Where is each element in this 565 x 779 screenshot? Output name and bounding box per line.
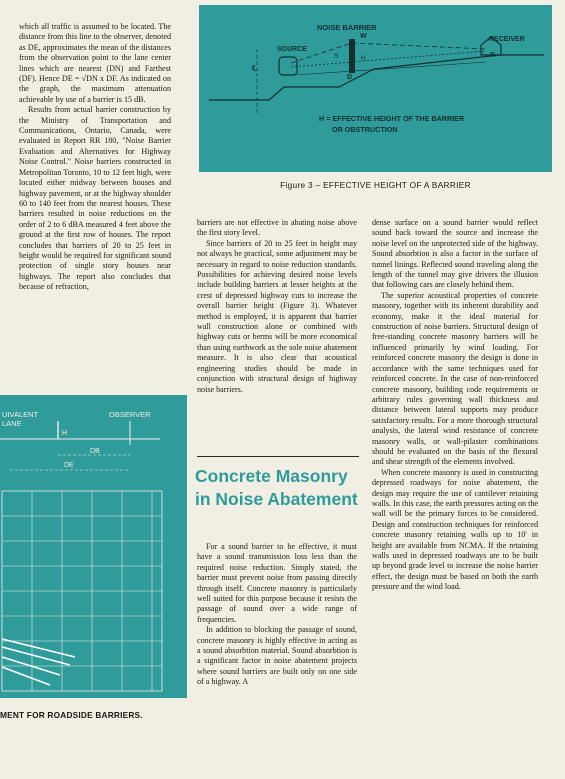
r-label: R xyxy=(490,52,496,59)
chart-grid xyxy=(2,491,162,691)
paragraph: Results from actual barrier construction by the Ministry of Transportation and Communications, Ontario, Canada, were evaluated in Report RR 180, "Noise Barrier Evaluation and Alternatives for Highway Noise Control." Noise barriers constructed in Metropolitan Toronto, 10 to 12 feet high, were located either midway between houses and highway pavement, or at the highway shoulder 60 to 140 feet from the nearest houses. These barriers resulted in noise reductions on the order of 2 to 6 dBA measured 4 feet above the ground at the first row of houses. The report concludes that barriers of 20 to 25 feet in height would be required for significant sound protection of single story houses near highways. The report also concludes that because of refraction, xyxy=(19,105,171,292)
paragraph: dense surface on a sound barrier would reflect sound back toward the source and increase the noise level on the unprotected side of the highway. Sound absorbtion is also a factor in the surface of tunnel linings. Reflected sound traveling along the length of the tunnel may give drivers the illusion that following cars are closely behind them. xyxy=(372,218,538,290)
paragraph: When concrete masonry is used in constructing depressed roadways for noise abatement, the design may require the use of cantilever retaining walls. In this case, the earth pressures acting on the wall will be the primary forces to be considered. Design and construction techniques for reinforced concrete masonry retaining walls up to 10' in height are available from NCMA. If the retaining walls used in depressed roadways are to be built up beyond grade level to increase the noise barrier effect, the design must be based on both the earth pressure and the wind load. xyxy=(372,467,538,592)
paragraph: Since barriers of 20 to 25 feet in height may not always be practical, some adjustment may be necessary in regard to noise reduction standards. Possibilities for achieving desired noise levels include building barriers at lesser heights at the crest of depressed highway cuts to increase the overall barrier height (Figure 3). Whatever method is employed, it is apparent that barrier wall construction alone or combined with highway cuts or berms will be more economical than using earthwork as the sole noise abatement measure. It is also clear that acoustical engineering studies should be made in conjunction with structural design of highway noise barriers. xyxy=(197,238,357,394)
centerline-symbol: ℄ xyxy=(252,64,258,73)
s-label: S xyxy=(334,53,339,60)
attenuation-curves xyxy=(2,639,75,685)
h-label: H xyxy=(361,55,366,62)
de-label: DE xyxy=(64,462,74,469)
text-column-1 xyxy=(19,22,171,293)
path-direct xyxy=(291,51,486,67)
section-divider xyxy=(197,456,359,457)
path-wall-to-receiver xyxy=(352,43,486,49)
receiver-label: RECEIVER xyxy=(489,36,525,43)
barrier-diagram xyxy=(199,5,552,172)
text-column-3 xyxy=(372,218,538,593)
left-figure-chart xyxy=(0,395,187,698)
equivalent-label: UIVALENT xyxy=(2,410,39,419)
legend-line-2: OR OBSTRUCTION xyxy=(332,125,398,134)
figure-3-caption: Figure 3 – EFFECTIVE HEIGHT OF A BARRIER xyxy=(280,180,471,190)
db-label: DB xyxy=(90,448,100,455)
paragraph: barriers are not effective in abating noise above the first story level. xyxy=(197,218,357,238)
noise-barrier-label: NOISE BARRIER xyxy=(317,23,377,32)
vehicle-icon xyxy=(279,57,297,75)
paragraph: which all traffic is assumed to be located. The distance from this line to the observer, denoted as DE, approximates the mean of the distances from the observation point to the lane center lines which are nearest (DN) and Farthest (DF). Hence DE = √DN x DF. As indicated on the graph, the maximum attenuation achievable by use of a barrier is 15 dB. xyxy=(19,22,171,104)
figure-3-illustration xyxy=(199,5,552,172)
section-heading: Concrete Masonry in Noise Abatement xyxy=(195,466,358,509)
observer-label: OBSERVER xyxy=(109,410,151,419)
d-label: D xyxy=(347,74,353,81)
legend-line-1: H = EFFECTIVE HEIGHT OF THE BARRIER xyxy=(319,114,465,123)
text-column-2-lower xyxy=(197,542,357,688)
roadside-diagram xyxy=(0,395,187,698)
h-label: H xyxy=(62,430,68,437)
lane-label: LANE xyxy=(2,419,22,428)
ground-line xyxy=(209,55,544,100)
source-label: SOURCE xyxy=(277,46,307,53)
w-label: W xyxy=(360,33,367,40)
paragraph: The superior acoustical properties of concrete masonry, together with its inherent durability and economy, make it the ideal material for construction of noise barriers. Structural design of free-standing concrete masonry barriers will be influenced primarily by wind loading. For reinforced concrete masonry the design is done in accordance with the same techniques used for reinforced concrete. In the case of non-reinforced concrete masonry, building code requirements or arbitrary rules governing wall thickness and distance between lateral supports may produce satisfactory results. For a more thorough structural analysis, the lateral wind resistance of concrete masonry walls, or wall-pilaster combinations should be evaluated on the basis of the flexural and shear strength of the elements involved. xyxy=(372,290,538,467)
text-column-2 xyxy=(197,218,357,395)
paragraph: For a sound barrier to be effective, it must have a sound transmission loss less than the required noise reduction. Simply stated, the barrier must prevent noise from passing directly through itself. Concrete masonry is particularly well suited for this purpose because it resists the passage of sound over a wide range of frequencies. xyxy=(197,542,357,624)
barrier-wall xyxy=(349,39,355,73)
paragraph: In addition to blocking the passage of sound, concrete masonry is highly effective in acting as a sound absorbtion material. Sound absorbtion is a significant factor in noise abatement projects where sound barriers are built only on one side of a highway. A xyxy=(197,625,357,687)
left-figure-caption: MENT FOR ROADSIDE BARRIERS. xyxy=(0,710,143,720)
